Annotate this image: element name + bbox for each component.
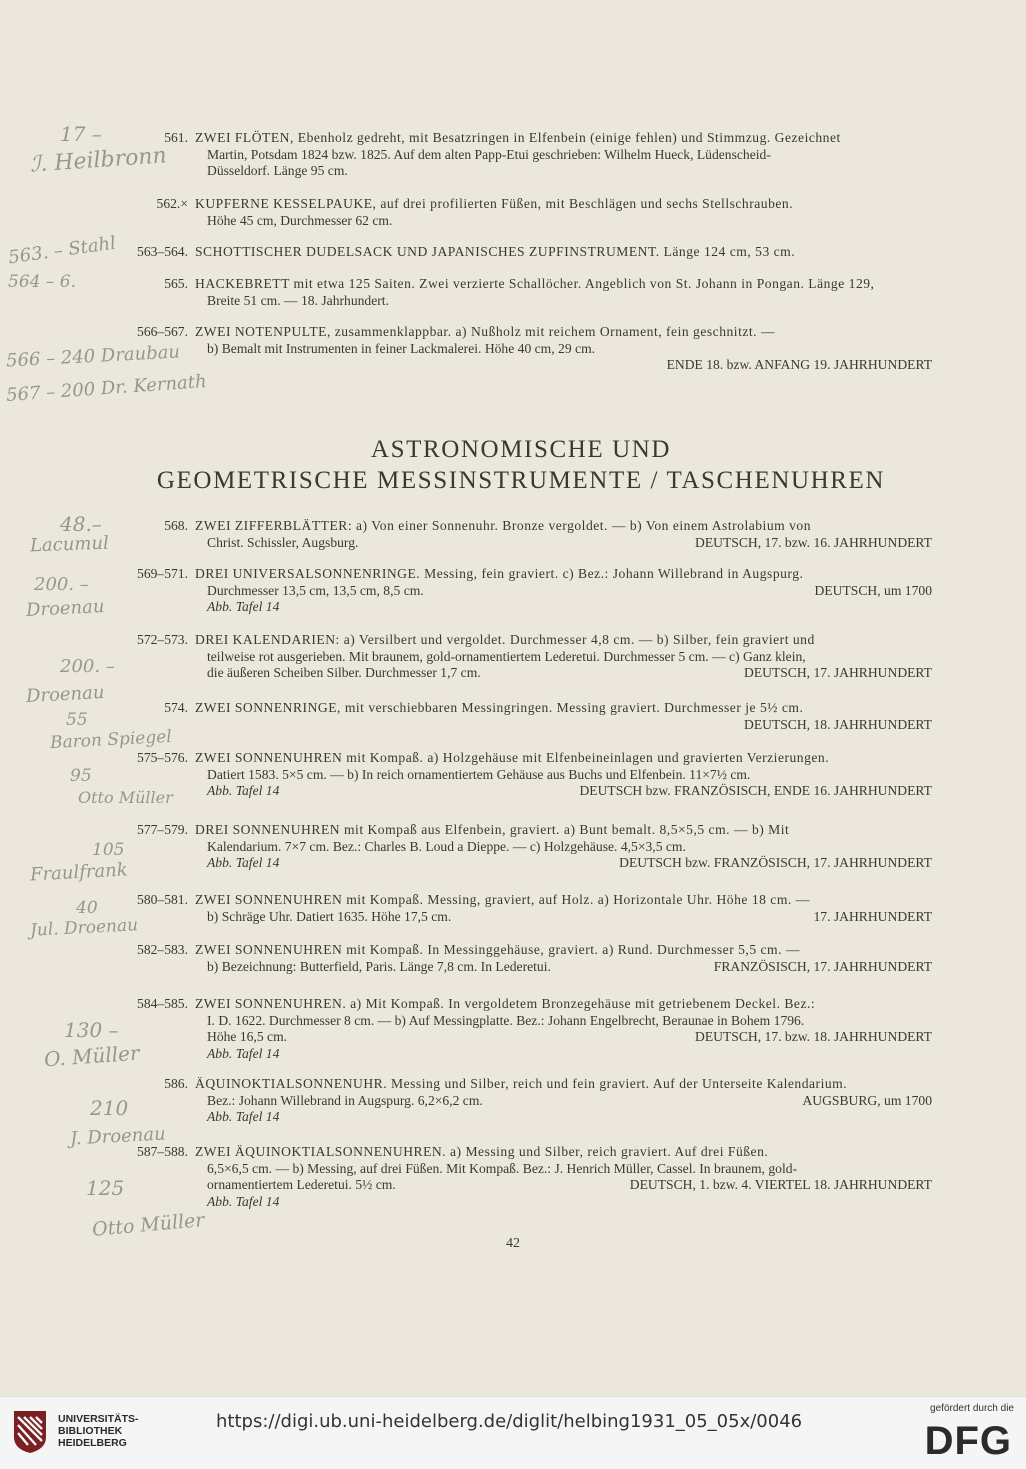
heading-line-1: ASTRONOMISCHE UND — [370, 436, 672, 463]
lot-number: 584–585. — [137, 996, 188, 1011]
handwritten-note: 17 – — [60, 122, 102, 146]
entry-line: 6,5×6,5 cm. — b) Messing, auf drei Füßen. Mit Kompaß. Bez.: J. Henrich Müller, Cassel. In braunem, gold- — [207, 1160, 798, 1176]
attribution: FRANZÖSISCH, 17. JAHRHUNDERT — [713, 958, 932, 974]
lot-number: 566–567. — [137, 324, 188, 339]
handwritten-note: Lacumul — [29, 532, 110, 557]
lot-number: 568. — [164, 518, 188, 533]
entry-line: teilweise rot ausgerieben. Mit braunem, gold-ornamentiertem Lederetui. Durchmesser 5 cm. — c) Ganz klein, — [207, 648, 806, 664]
attribution: DEUTSCH, 17. bzw. 18. JAHRHUNDERT — [695, 1029, 932, 1045]
attribution: DEUTSCH bzw. FRANZÖSISCH, 17. JAHRHUNDERT — [619, 855, 932, 871]
entry-line: Kalendarium. 7×7 cm. Bez.: Charles B. Loud a Dieppe. — c) Holzgehäuse. 4,5×3,5 cm. — [207, 838, 686, 854]
entry-line: I. D. 1622. Durchmesser 8 cm. — b) Auf Messingplatte. Bez.: Johann Engelbrecht, Beraunae in Bohem 1796. — [207, 1012, 805, 1028]
catalog-entry-563 — [110, 244, 932, 261]
permalink-url[interactable]: https://digi.ub.uni-heidelberg.de/diglit/helbing1931_05_05x/0046 — [216, 1411, 803, 1432]
attribution: DEUTSCH, um 1700 — [814, 582, 932, 598]
catalog-entry-561 — [110, 130, 932, 180]
handwritten-note: ℐ. Heilbronn — [29, 143, 168, 178]
handwritten-note: 563. – Stahl — [7, 232, 118, 269]
entry-line: Bez.: Johann Willebrand in Augspurg. 6,2×6,2 cm. — [207, 1092, 483, 1108]
entry-line: Breite 51 cm. — 18. Jahrhundert. — [207, 292, 389, 308]
catalog-entry-586 — [110, 1076, 932, 1126]
handwritten-note: O. Müller — [43, 1040, 141, 1072]
university-seal-icon — [10, 1407, 50, 1455]
catalog-entry-566 — [110, 324, 932, 374]
lot-number: 561. — [164, 130, 188, 145]
lot-number: 586. — [164, 1076, 188, 1091]
handwritten-note: Jul. Droenau — [29, 915, 139, 941]
entry-line: Durchmesser 13,5 cm, 13,5 cm, 8,5 cm. — [207, 582, 424, 598]
catalog-entry-584 — [110, 996, 932, 1062]
lot-number: 563–564. — [137, 244, 188, 259]
handwritten-note: 200. – — [34, 574, 89, 595]
entry-line: ZWEI SONNENUHREN. a) Mit Kompaß. In vergoldetem Bronzegehäuse mit getriebenem Deckel. Bez.: — [195, 996, 816, 1011]
entry-line: ZWEI SONNENUHREN mit Kompaß. Messing, graviert, auf Holz. a) Horizontale Uhr. Höhe 18 cm. — — [195, 892, 810, 907]
catalog-entry-580 — [110, 892, 932, 925]
entry-line: ZWEI SONNENUHREN mit Kompaß. In Messinggehäuse, graviert. a) Rund. Durchmesser 5,5 cm. — — [195, 942, 801, 957]
plate-reference: Abb. Tafel 14 — [207, 1109, 280, 1125]
handwritten-note: 40 — [76, 898, 98, 918]
entry-line: ZWEI SONNENRINGE, mit verschiebbaren Messingringen. Messing graviert. Durchmesser je 5½ cm. — [195, 700, 804, 715]
entry-line: ZWEI ZIFFERBLÄTTER: a) Von einer Sonnenuhr. Bronze vergoldet. — b) Von einem Astrolabium von — [195, 518, 811, 533]
handwritten-note: 125 — [86, 1176, 125, 1200]
entry-line: Höhe 45 cm, Durchmesser 62 cm. — [207, 212, 393, 228]
lot-number: 565. — [164, 276, 188, 291]
attribution: DEUTSCH, 18. JAHRHUNDERT — [744, 716, 932, 732]
catalog-entry-574 — [110, 700, 932, 733]
entry-line: Martin, Potsdam 1824 bzw. 1825. Auf dem alten Papp-Etui geschrieben: Wilhelm Hueck, Lüdenscheid- — [207, 146, 771, 162]
entry-line: Düsseldorf. Länge 95 cm. — [207, 163, 348, 179]
lot-number: 582–583. — [137, 942, 188, 957]
handwritten-note: Droenau — [25, 681, 105, 708]
entry-line: SCHOTTISCHER DUDELSACK UND JAPANISCHES ZUPFINSTRUMENT. Länge 124 cm, 53 cm. — [195, 244, 796, 259]
handwritten-note: 200. – — [60, 656, 115, 677]
handwritten-note: 95 — [70, 766, 92, 786]
handwritten-note: Otto Müller — [91, 1209, 206, 1241]
entry-line: ornamentiertem Lederetui. 5½ cm. — [207, 1177, 396, 1193]
catalog-entry-562 — [110, 196, 932, 229]
entry-line: Höhe 16,5 cm. — [207, 1029, 288, 1045]
section-heading — [110, 434, 932, 496]
lot-number: 572–573. — [137, 632, 188, 647]
plate-reference: Abb. Tafel 14 — [207, 1045, 280, 1061]
catalog-entry-569 — [110, 566, 932, 616]
entry-line: HACKEBRETT mit etwa 125 Saiten. Zwei verzierte Schallöcher. Angeblich von St. Johann in Pongan. Länge 129, — [195, 276, 875, 291]
handwritten-note: 566 – 240 Draubau — [5, 341, 181, 372]
dfg-logo: DFG — [924, 1419, 1012, 1463]
page-number: 42 — [506, 1236, 520, 1251]
entry-line: ZWEI FLÖTEN, Ebenholz gedreht, mit Besatzringen in Elfenbein (einige fehlen) und Stimmzug. Gezeichnet — [195, 130, 841, 145]
entry-line: Datiert 1583. 5×5 cm. — b) In reich ornamentiertem Gehäuse aus Buchs und Elfenbein. 11×7½ cm. — [207, 766, 751, 782]
sponsor-label: gefördert durch die — [930, 1403, 1014, 1414]
attribution: 17. JAHRHUNDERT — [813, 908, 932, 924]
handwritten-note: Droenau — [25, 595, 105, 622]
entry-line: b) Bemalt mit Instrumenten in feiner Lackmalerei. Höhe 40 cm, 29 cm. — [207, 340, 596, 356]
entry-line: ÄQUINOKTIALSONNENUHR. Messing und Silber, reich und fein graviert. Auf der Unterseite Kalendarium. — [195, 1076, 848, 1091]
attribution: DEUTSCH, 1. bzw. 4. VIERTEL 18. JAHRHUNDERT — [629, 1177, 932, 1193]
handwritten-note: 567 – 200 Dr. Kernath — [5, 371, 208, 406]
lot-number: 562.× — [156, 196, 188, 211]
handwritten-note: 130 – — [64, 1018, 119, 1042]
heading-line-2: GEOMETRISCHE MESSINSTRUMENTE / TASCHENUHREN — [156, 467, 886, 494]
handwritten-note: 210 — [90, 1096, 129, 1120]
catalog-entry-582 — [110, 942, 932, 975]
attribution: DEUTSCH, 17. JAHRHUNDERT — [744, 665, 932, 681]
handwritten-note: 564 – 6. — [8, 272, 76, 292]
plate-reference: Abb. Tafel 14 — [207, 783, 280, 799]
handwritten-note: 48.– — [60, 512, 102, 536]
entry-line: DREI SONNENUHREN mit Kompaß aus Elfenbein, graviert. a) Bunt bemalt. 8,5×5,5 cm. — b) Mit — [195, 822, 790, 837]
attribution: AUGSBURG, um 1700 — [802, 1092, 932, 1108]
catalog-entry-587 — [110, 1144, 932, 1210]
handwritten-note: 105 — [92, 840, 125, 860]
catalog-entry-577 — [110, 822, 932, 872]
lot-number: 569–571. — [137, 566, 188, 581]
entry-line: KUPFERNE KESSELPAUKE, auf drei profilierten Füßen, mit Beschlägen und sechs Stellschrauben. — [195, 196, 794, 211]
plate-reference: Abb. Tafel 14 — [207, 855, 280, 871]
entry-line: ZWEI SONNENUHREN mit Kompaß. a) Holzgehäuse mit Elfenbeineinlagen und gravierten Verzierungen. — [195, 750, 830, 765]
plate-reference: Abb. Tafel 14 — [207, 1193, 280, 1209]
institution-logo-text: UNIVERSITÄTS- BIBLIOTHEK HEIDELBERG — [58, 1413, 139, 1449]
lot-number: 587–588. — [137, 1144, 188, 1159]
entry-line: die äußeren Scheiben Silber. Durchmesser 1,7 cm. — [207, 665, 481, 681]
catalog-entry-568 — [110, 518, 932, 551]
entry-line: ZWEI NOTENPULTE, zusammenklappbar. a) Nußholz mit reichem Ornament, fein geschnitzt. — — [195, 324, 776, 339]
lot-number: 575–576. — [137, 750, 188, 765]
attribution: DEUTSCH, 17. bzw. 16. JAHRHUNDERT — [695, 534, 932, 550]
handwritten-note: Otto Müller — [78, 788, 173, 807]
entry-line: Christ. Schissler, Augsburg. — [207, 534, 359, 550]
handwritten-note: Fraulfrank — [29, 859, 129, 886]
entry-line: ZWEI ÄQUINOKTIALSONNENUHREN. a) Messing und Silber, reich graviert. Auf drei Füßen. — [195, 1144, 769, 1159]
catalog-entry-565 — [110, 276, 932, 309]
lot-number: 574. — [164, 700, 188, 715]
attribution: DEUTSCH bzw. FRANZÖSISCH, ENDE 16. JAHRHUNDERT — [579, 783, 932, 799]
catalog-entry-572 — [110, 632, 932, 682]
entry-line: DREI KALENDARIEN: a) Versilbert und vergoldet. Durchmesser 4,8 cm. — b) Silber, fein graviert und — [195, 632, 815, 647]
handwritten-note: 55 — [66, 710, 88, 730]
handwritten-note: Baron Spiegel — [49, 726, 173, 754]
catalog-entry-575 — [110, 750, 932, 800]
lot-number: 580–581. — [137, 892, 188, 907]
lot-number: 577–579. — [137, 822, 188, 837]
entry-line: b) Bezeichnung: Butterfield, Paris. Länge 7,8 cm. In Lederetui. — [207, 958, 551, 974]
plate-reference: Abb. Tafel 14 — [207, 599, 280, 615]
entry-line: b) Schräge Uhr. Datiert 1635. Höhe 17,5 cm. — [207, 908, 452, 924]
footer-bar — [0, 1396, 1026, 1469]
attribution: ENDE 18. bzw. ANFANG 19. JAHRHUNDERT — [666, 357, 932, 373]
handwritten-note: J. Droenau — [69, 1123, 167, 1150]
entry-line: DREI UNIVERSALSONNENRINGE. Messing, fein graviert. c) Bez.: Johann Willebrand in Augspurg. — [195, 566, 804, 581]
